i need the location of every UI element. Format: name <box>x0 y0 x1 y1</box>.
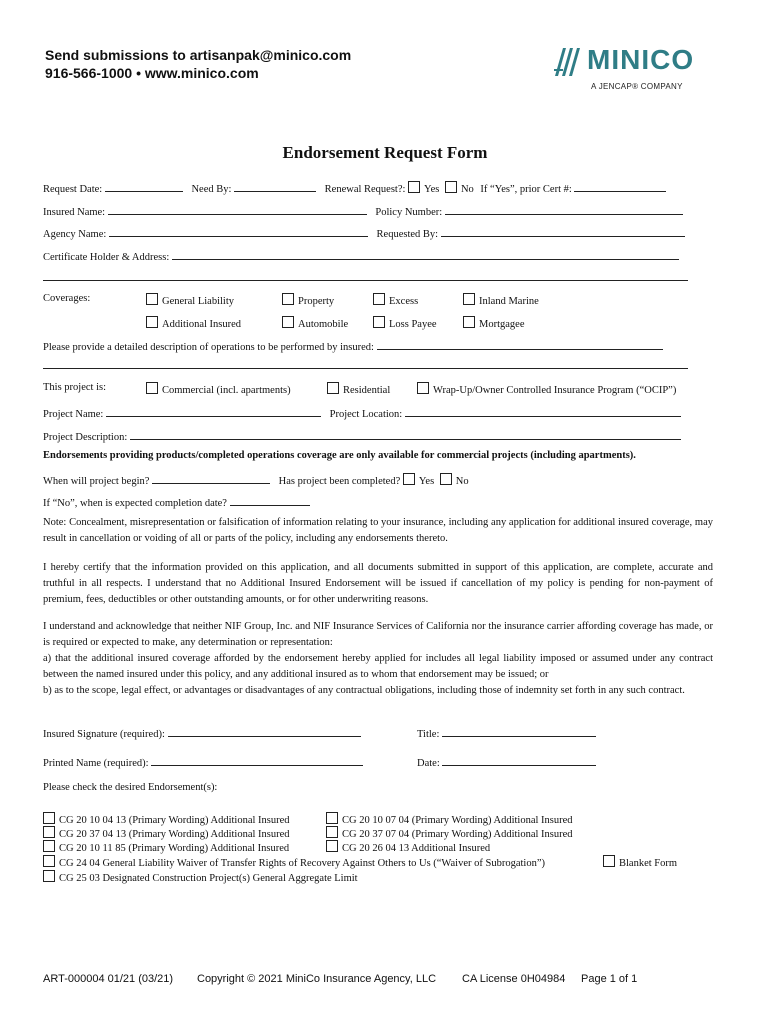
project-location-field[interactable] <box>405 405 681 417</box>
certify-paragraph: I hereby certify that the information provided on this application, and all documents submitted in support of this application, are complete, accurate and truthful in all respects. I understand that no Additional Insured Endorsement will be issued if cancellation of my policy is pending for non-payment of premium, fees, deductibles or other outstanding amounts, or for other underwriting reasons. <box>43 562 713 605</box>
completed-no-label: No <box>455 476 469 487</box>
checkbox-icon[interactable] <box>463 316 475 328</box>
project-residential[interactable] <box>327 382 390 396</box>
endorsement-blanket[interactable] <box>603 855 677 869</box>
printed-name-label: Printed Name (required): <box>43 758 149 769</box>
title-row <box>417 725 596 740</box>
checkbox-icon[interactable] <box>282 316 294 328</box>
printed-name-field[interactable] <box>151 754 363 766</box>
coverage-general-liability[interactable] <box>146 293 234 307</box>
checkbox-icon[interactable] <box>373 293 385 305</box>
completion-date-row <box>43 494 310 509</box>
checkbox-icon[interactable] <box>43 840 55 852</box>
cert-holder-label: Certificate Holder & Address: <box>43 252 170 263</box>
printed-name-row <box>43 754 363 769</box>
operations-line-2[interactable] <box>43 368 688 369</box>
checkbox-icon[interactable] <box>43 826 55 838</box>
coverage-additional-insured[interactable] <box>146 316 241 330</box>
coverage-label: General Liability <box>162 296 235 307</box>
endorsement-label: CG 20 37 07 04 (Primary Wording) Additional Insured <box>342 829 573 840</box>
coverage-loss-payee[interactable] <box>373 316 437 330</box>
prior-cert-field[interactable] <box>574 180 666 192</box>
cert-holder-line-2[interactable] <box>43 280 688 281</box>
request-date-label: Request Date: <box>43 184 103 195</box>
request-date-field[interactable] <box>105 180 183 192</box>
minico-logo <box>553 42 728 92</box>
endorsement-left-3[interactable] <box>43 840 289 854</box>
coverage-label: Additional Insured <box>162 319 242 330</box>
date-label: Date: <box>417 758 440 769</box>
checkbox-icon[interactable] <box>326 840 338 852</box>
checkbox-icon[interactable] <box>326 826 338 838</box>
checkbox-icon[interactable] <box>146 382 158 394</box>
checkbox-icon[interactable] <box>327 382 339 394</box>
endorsement-label: Blanket Form <box>619 858 678 869</box>
page-title: Endorsement Request Form <box>282 143 488 162</box>
project-name-label: Project Name: <box>43 409 104 420</box>
endorsements-label: Please check the desired Endorsement(s): <box>43 782 218 793</box>
renewal-no-label: No <box>460 184 474 195</box>
coverage-label: Excess <box>389 296 419 307</box>
requested-by-label: Requested By: <box>376 229 439 240</box>
endorsement-label: CG 20 10 07 04 (Primary Wording) Additional Insured <box>342 815 573 826</box>
checkbox-icon[interactable] <box>463 293 475 305</box>
endorsement-label: CG 20 26 04 13 Additional Insured <box>342 843 491 854</box>
project-begin-label: When will project begin? <box>43 476 150 487</box>
endorsement-left-2[interactable] <box>43 826 290 840</box>
endorsement-right-3[interactable] <box>326 840 490 854</box>
need-by-field[interactable] <box>234 180 316 192</box>
project-description-field[interactable] <box>130 428 681 440</box>
acknowledge-a: a) that the additional insured coverage afforded by the endorsement hereby applied for includes all legal liability imposed or assumed under any contract between the named insured under this policy, and any additional insured as to whom that endorsement may be issued; or <box>43 653 713 680</box>
policy-number-field[interactable] <box>445 203 683 215</box>
completed-yes-checkbox[interactable] <box>403 473 415 485</box>
license: CA License 0H04984 <box>462 973 566 985</box>
cert-holder-row <box>43 248 679 263</box>
endorsement-label: CG 20 10 04 13 (Primary Wording) Additional Insured <box>59 815 290 826</box>
need-by-label: Need By: <box>191 184 232 195</box>
project-description-row <box>43 428 681 443</box>
project-completed-label: Has project been completed? <box>278 476 401 487</box>
project-type-label: This project is: <box>43 382 106 393</box>
agency-name-field[interactable] <box>109 225 368 237</box>
checkbox-icon[interactable] <box>603 855 615 867</box>
endorsement-label: CG 20 10 11 85 (Primary Wording) Additional Insured <box>59 843 290 854</box>
operations-label: Please provide a detailed description of operations to be performed by insured: <box>43 342 374 353</box>
operations-field[interactable] <box>377 338 663 350</box>
coverage-excess[interactable] <box>373 293 418 307</box>
policy-number-label: Policy Number: <box>375 207 443 218</box>
coverage-mortgagee[interactable] <box>463 316 524 330</box>
title-field[interactable] <box>442 725 596 737</box>
title-label: Title: <box>417 729 440 740</box>
commercial-notice: Endorsements providing products/completed operations coverage are only available for commercial projects (including apartments). <box>43 450 636 461</box>
endorsement-label: CG 24 04 General Liability Waiver of Transfer Rights of Recovery Against Others to Us (“Waiver of Subrogation”) <box>59 858 545 869</box>
completion-date-field[interactable] <box>230 494 310 506</box>
submission-email-line: Send submissions to artisanpak@minico.com <box>45 47 352 63</box>
renewal-no-checkbox[interactable] <box>445 181 457 193</box>
note-paragraph: Note: Concealment, misrepresentation or falsification of information relating to your insurance, including any application for additional insured coverage, may result in cancellation or voiding of all or parts of the policy, including any endorsements thereto. <box>43 517 713 544</box>
insured-row <box>43 203 683 218</box>
checkbox-icon[interactable] <box>43 855 55 867</box>
project-commercial[interactable] <box>146 382 291 396</box>
acknowledge-b: b) as to the scope, legal effect, or advantages or disadvantages of any contractual obligations, including those of indemnity set forth in any such contract. <box>43 685 685 696</box>
date-field[interactable] <box>442 754 596 766</box>
endorsement-label: CG 25 03 Designated Construction Project(s) General Aggregate Limit <box>59 873 358 884</box>
coverage-label: Loss Payee <box>389 319 437 330</box>
logo-subtitle: A JENCAP® COMPANY <box>591 82 683 91</box>
cert-holder-field[interactable] <box>172 248 679 260</box>
form-id: ART-000004 01/21 (03/21) <box>43 973 174 985</box>
coverage-label: Automobile <box>298 319 349 330</box>
checkbox-icon[interactable] <box>43 870 55 882</box>
minico-logo-mark-icon <box>553 46 585 78</box>
insured-name-field[interactable] <box>108 203 367 215</box>
project-name-row <box>43 405 681 420</box>
coverage-label: Inland Marine <box>479 296 539 307</box>
completed-yes-label: Yes <box>418 476 435 487</box>
project-location-label: Project Location: <box>329 409 403 420</box>
endorsement-left-1[interactable] <box>43 812 290 826</box>
project-begin-row <box>43 472 469 487</box>
project-description-label: Project Description: <box>43 432 128 443</box>
date-row <box>417 754 596 769</box>
coverage-automobile[interactable] <box>282 316 348 330</box>
checkbox-icon[interactable] <box>326 812 338 824</box>
completed-no-checkbox[interactable] <box>440 473 452 485</box>
endorsement-aggregate[interactable] <box>43 870 358 884</box>
acknowledge-intro: I understand and acknowledge that neither NIF Group, Inc. and NIF Insurance Services of California nor the insurance carrier affording coverage has made, or is required or expected to make, any determination or representation: <box>43 621 713 648</box>
renewal-yes-checkbox[interactable] <box>408 181 420 193</box>
page-number: Page 1 of 1 <box>581 973 638 985</box>
checkbox-icon[interactable] <box>417 382 429 394</box>
coverage-inland-marine[interactable] <box>463 293 539 307</box>
logo-text: MINICO <box>587 44 695 75</box>
endorsement-waiver[interactable] <box>43 855 545 869</box>
agency-row <box>43 225 685 240</box>
project-commercial-label: Commercial (incl. apartments) <box>162 385 291 396</box>
contact-line: 916-566-1000 • www.minico.com <box>45 65 259 81</box>
coverage-label: Mortgagee <box>479 319 525 330</box>
project-begin-field[interactable] <box>152 472 270 484</box>
checkbox-icon[interactable] <box>282 293 294 305</box>
project-wrapup-label: Wrap-Up/Owner Controlled Insurance Program (“OCIP”) <box>433 385 677 396</box>
signature-label: Insured Signature (required): <box>43 729 165 740</box>
checkbox-icon[interactable] <box>43 812 55 824</box>
endorsement-label: CG 20 37 04 13 (Primary Wording) Additional Insured <box>59 829 290 840</box>
prior-cert-label: If “Yes”, prior Cert #: <box>480 184 572 195</box>
operations-row <box>43 338 663 353</box>
signature-row <box>43 725 361 740</box>
request-row <box>43 180 666 195</box>
checkbox-icon[interactable] <box>373 316 385 328</box>
project-wrapup[interactable] <box>417 382 676 396</box>
requested-by-field[interactable] <box>441 225 685 237</box>
checkbox-icon[interactable] <box>146 316 158 328</box>
endorsement-right-2[interactable] <box>326 826 573 840</box>
checkbox-icon[interactable] <box>146 293 158 305</box>
coverages-label: Coverages: <box>43 293 91 304</box>
renewal-yes-label: Yes <box>424 184 440 195</box>
endorsement-right-1[interactable] <box>326 812 573 826</box>
project-name-field[interactable] <box>106 405 321 417</box>
project-residential-label: Residential <box>343 385 391 396</box>
completion-date-label: If “No”, when is expected completion date? <box>43 498 227 509</box>
insured-name-label: Insured Name: <box>43 207 106 218</box>
copyright: Copyright © 2021 MiniCo Insurance Agency, LLC <box>197 973 437 985</box>
coverage-label: Property <box>298 296 335 307</box>
renewal-label: Renewal Request?: <box>324 184 406 195</box>
signature-field[interactable] <box>168 725 361 737</box>
coverage-property[interactable] <box>282 293 334 307</box>
agency-name-label: Agency Name: <box>43 229 107 240</box>
